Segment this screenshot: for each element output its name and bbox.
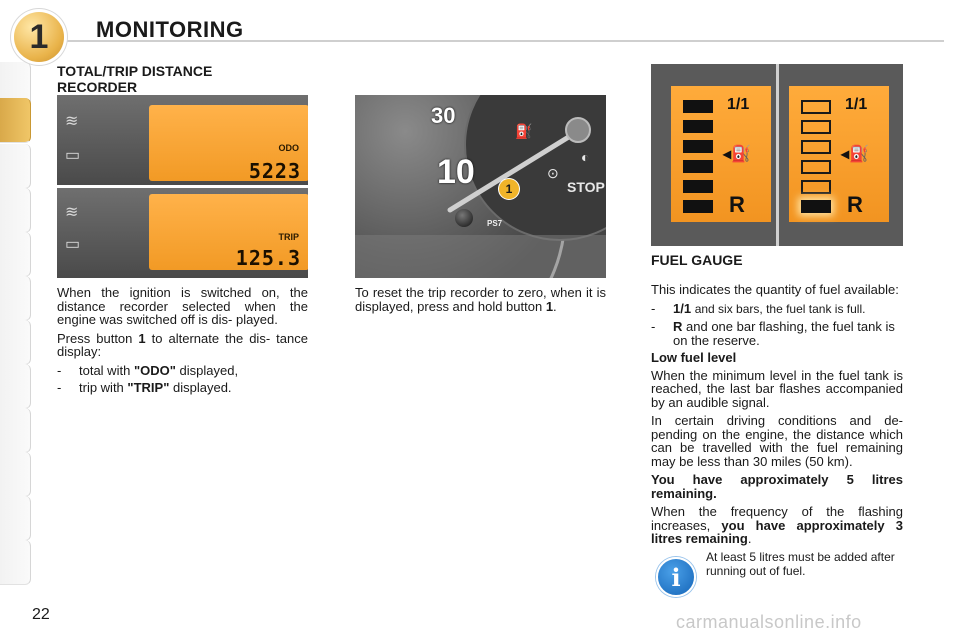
fuel-gauge-text [651, 283, 903, 551]
section-title-fuel-gauge: FUEL GAUGE [651, 252, 743, 268]
text: To reset the trip recorder to zero, when it is displayed, press and hold button [355, 285, 606, 314]
button-ref: 1 [138, 330, 146, 346]
trip-digits: 125.3 [235, 246, 301, 270]
list-item [57, 364, 308, 378]
chapter-tab[interactable] [0, 540, 31, 585]
section-title-trip-recorder [57, 63, 212, 95]
instrument-dial-photo [355, 95, 606, 278]
text: and one bar flashing, the fuel tank is on the reserve. [673, 319, 895, 348]
dial-number-30: 30 [431, 103, 456, 128]
text: displayed, [179, 362, 239, 378]
chapter-tab[interactable] [0, 320, 31, 365]
chapter-tab[interactable] [0, 232, 31, 277]
text: . [747, 531, 752, 546]
fuel-bar [683, 100, 713, 113]
odo-display-photo [57, 95, 308, 185]
paragraph [355, 286, 606, 313]
chapter-tab[interactable] [0, 276, 31, 321]
text: When the frequency of the flashing increases, [651, 504, 903, 533]
reserve-mark: R [847, 192, 863, 217]
odo-digits: 5223 [248, 159, 301, 183]
fuel-bar-empty [801, 180, 831, 194]
fuel-bar [683, 160, 713, 173]
fuel-pump-icon: ◂⛽ [723, 146, 751, 163]
fuel-bar [683, 200, 713, 213]
chapter-tab[interactable] [0, 188, 31, 233]
paragraph [57, 332, 308, 359]
paragraph-bold: You have approximately 5 litres remaining. [651, 472, 903, 501]
text: . [553, 298, 557, 314]
trip-recorder-text [57, 286, 308, 399]
bullet-dash: - [651, 319, 656, 334]
fuel-bar-empty [801, 140, 831, 154]
list-item [57, 381, 308, 395]
trip-display-photo [57, 188, 308, 278]
text: to alternate the dis- tance display: [57, 330, 308, 359]
reserve-mark: R [729, 192, 745, 217]
text: trip with [79, 380, 124, 395]
bullet-dash: - [57, 380, 62, 395]
coolant-temperature-icon: ≋ [65, 113, 79, 130]
paragraph: In certain driving conditions and de- pending on the engine, the distance which can be travelled with the fuel remaining may be less than 30 miles (50 km). [651, 413, 903, 469]
fuel-bar-empty [801, 160, 831, 174]
text: displayed. [173, 380, 232, 395]
paragraph: This indicates the quantity of fuel available: [651, 282, 899, 297]
text-bold: 1/1 [673, 300, 692, 316]
text-bold: "TRIP" [127, 380, 170, 395]
gauge-divider [776, 64, 779, 246]
list-item [651, 320, 903, 347]
reset-instructions-text [355, 286, 606, 318]
fuel-bar [683, 140, 713, 153]
chapter-tab[interactable] [0, 408, 31, 453]
list-item [651, 302, 903, 317]
text: and six bars, the fuel tank is full. [694, 301, 866, 316]
knob-label: PS7 [487, 219, 503, 228]
odo-label: ODO [278, 143, 299, 153]
watermark: carmanualsonline.info [676, 612, 862, 632]
fuel-bar-empty [801, 100, 831, 114]
chapter-tab[interactable] [0, 496, 31, 541]
trip-lcd [149, 194, 308, 270]
text-bold: "ODO" [133, 362, 176, 378]
page-title: MONITORING [96, 17, 244, 42]
fuel-lcd-full [671, 86, 771, 222]
fuel-bar [683, 120, 713, 133]
dial-number-10: 10 [437, 153, 475, 191]
text: Press button [57, 330, 133, 346]
bullet-dash: - [57, 362, 62, 378]
brake-warning-icon: ⊙ [547, 165, 559, 181]
button-ref: 1 [545, 298, 554, 314]
fuel-bar-empty [801, 120, 831, 134]
chapter-tab[interactable] [0, 364, 31, 409]
paragraph [651, 505, 903, 546]
trip-label: TRIP [278, 232, 299, 242]
callout-marker: 1 [499, 179, 519, 199]
text: total with [79, 362, 131, 378]
paragraph: When the minimum level in the fuel tank is reached, the last bar flashes accompanied by an audible signal. [651, 367, 903, 410]
section-title-line: RECORDER [57, 79, 138, 95]
info-icon: i [656, 557, 696, 597]
fuel-bar-flashing [801, 200, 831, 213]
chapter-tab-active[interactable] [0, 98, 31, 143]
info-note: At least 5 litres must be added after running out of fuel. [706, 550, 895, 578]
odo-lcd [149, 105, 308, 181]
full-mark: 1/1 [845, 96, 868, 113]
fuel-pump-icon: ◂⛽ [841, 146, 869, 163]
paragraph: When the ignition is switched on, the distance recorder selected when the engine was switched off is dis- played. [57, 285, 308, 327]
chapter-number-badge: 1 [14, 12, 64, 62]
chapter-tab-rail [0, 62, 32, 578]
fuel-bar [683, 180, 713, 193]
bullet-dash: - [651, 300, 656, 316]
stop-warning-label: STOP [567, 179, 605, 195]
coolant-temperature-icon: ≋ [65, 204, 79, 221]
chapter-tab[interactable] [0, 144, 31, 189]
headlight-icon: ◐ [581, 149, 590, 165]
section-title-line: TOTAL/TRIP DISTANCE [57, 63, 213, 79]
fuel-gauge-photo [651, 64, 903, 246]
fuel-lcd-reserve [789, 86, 889, 222]
full-mark: 1/1 [727, 96, 750, 113]
battery-icon: ▭ [65, 236, 81, 253]
text-bold: R [673, 319, 683, 334]
chapter-tab[interactable] [0, 452, 31, 497]
page-number: 22 [32, 606, 50, 623]
oil-warning-icon: ⛽ [515, 123, 533, 139]
battery-icon: ▭ [65, 147, 81, 164]
reset-button-knob [455, 209, 473, 227]
text-bold: you have approximately 3 litres remaining [651, 517, 903, 546]
subheading-low-fuel: Low fuel level [651, 350, 737, 365]
